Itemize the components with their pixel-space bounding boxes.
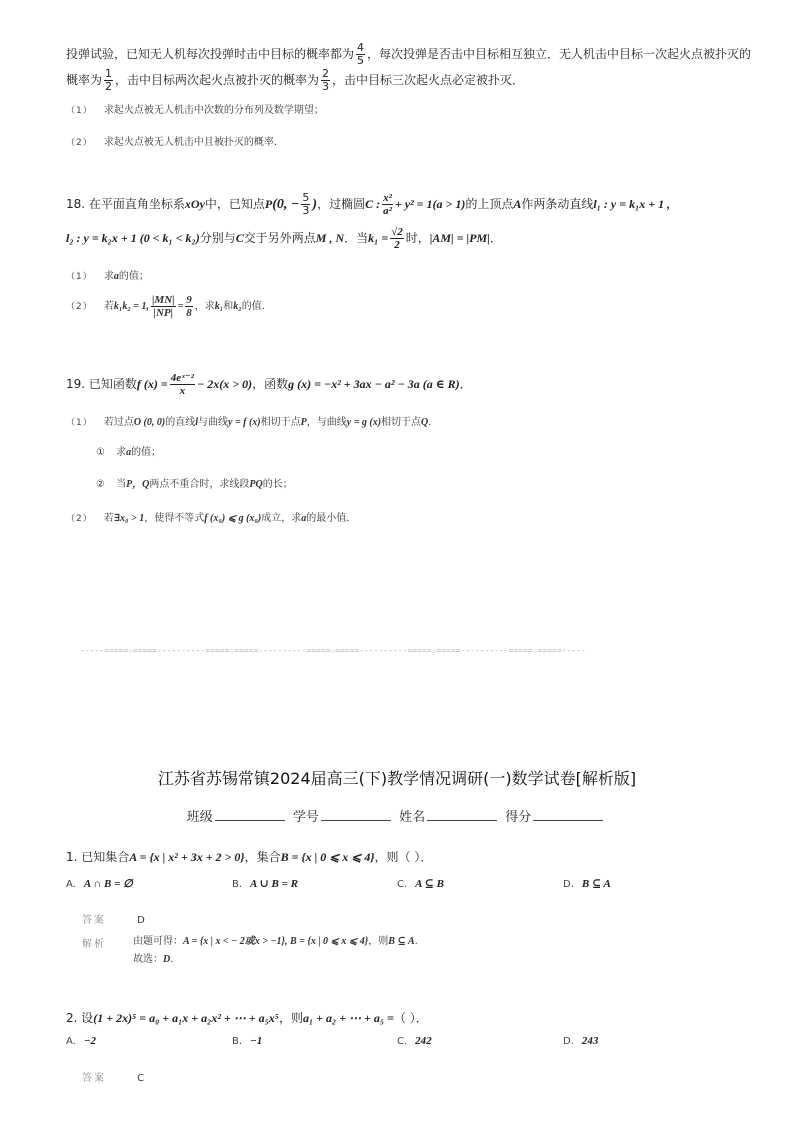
math: P bbox=[264, 197, 273, 211]
sub-text: 求a的值； bbox=[116, 447, 162, 458]
q17-line2 bbox=[66, 68, 524, 93]
document-title: 江苏省苏锡常镇2024届高三(下)教学情况调研(一)数学试卷[解析版] bbox=[157, 769, 637, 788]
q17-fraction: $\frac{4}{5}$ bbox=[357, 41, 365, 67]
q19-text: ，函数 bbox=[252, 377, 289, 391]
math: (1 + 2x)⁵ = a₀ + a₁x + a₂x² + ⋯ + a₅x⁵ bbox=[93, 1011, 279, 1025]
q18-text: 分别与 bbox=[199, 231, 236, 245]
math: C bbox=[235, 231, 244, 245]
sub-text: 当P，Q两点不重合时，求线段PQ的长； bbox=[116, 479, 293, 490]
q1-option-b[interactable]: B. A ∪ B = R bbox=[232, 878, 298, 890]
math: a₁ + a₂ + ⋯ + a₅ = bbox=[302, 1011, 394, 1025]
math: A = {x | x² + 3x + 2 > 0} bbox=[129, 850, 245, 864]
q18-text: ，过椭圆 bbox=[317, 197, 366, 211]
q17-text: ，击中目标两次起火点被扑灭的概率为 bbox=[115, 73, 320, 87]
score-field[interactable] bbox=[533, 808, 603, 821]
math: l₂ : y = k₂x + 1 (0 < k₁ < k₂) bbox=[66, 231, 200, 245]
q2-text: 2. 设 bbox=[66, 1011, 94, 1025]
q18-text: 18. 在平面直角坐标系 bbox=[66, 197, 185, 211]
frac: $\frac{\text{x²}}{\text{a²}}$ bbox=[383, 192, 392, 217]
q2-option-d[interactable]: D. 243 bbox=[563, 1035, 599, 1047]
id-field[interactable] bbox=[321, 808, 391, 821]
student-info-fields bbox=[0, 806, 794, 825]
sub-number: （2） bbox=[66, 138, 93, 148]
frac: $\frac{√2}{2}$ bbox=[391, 226, 403, 251]
frac: $\frac{\text{4eˣ⁻²}}{x}$ bbox=[170, 372, 194, 397]
sub-number: （2） bbox=[66, 302, 93, 312]
math: k₁ = bbox=[368, 231, 389, 245]
math: l₁ : y = k₁x + 1 , bbox=[593, 197, 671, 211]
sub-text: 若k₁k₂ = 1, $\frac{|MN|}{|NP|}$ = $\frac{9}{8}$ ，求k₁和k₂的值． bbox=[103, 294, 272, 319]
math: f (x) = bbox=[136, 377, 168, 391]
q1-explanation bbox=[82, 932, 106, 951]
q1-explanation-line1: 由题可得：A = {x | x < − 2或x > −1}, B = {x | 0 ⩽ x ⩽ 4}，则B ⊆ A. bbox=[133, 936, 418, 947]
q2-option-b[interactable]: B. −1 bbox=[232, 1035, 263, 1047]
math: B = {x | 0 ⩽ x ⩽ 4} bbox=[280, 850, 375, 864]
q18-sub1 bbox=[66, 264, 149, 283]
q17-text: 投弹试验，已知无人机每次投弹时击中目标的概率都为 bbox=[66, 47, 355, 61]
sub-number: （1） bbox=[66, 272, 93, 282]
q18-text: ． bbox=[489, 231, 502, 245]
q1-option-a[interactable]: A. A ∩ B = ∅ bbox=[66, 878, 133, 890]
sub-text: 求起火点被无人机击中次数的分布列及数学期望； bbox=[103, 105, 324, 116]
q1-text: 1. 已知集合 bbox=[66, 850, 130, 864]
math: − 2x(x > 0) bbox=[196, 377, 253, 391]
q19-text: 19. 已知函数 bbox=[66, 377, 137, 391]
q1-text: ，集合 bbox=[244, 850, 281, 864]
q18-line1 bbox=[66, 192, 670, 217]
q17-text: ，击中目标三次起火点必定被扑灭． bbox=[332, 73, 525, 87]
q18-text: 作两条动直线 bbox=[521, 197, 594, 211]
page-divider: -----=====☆=====----------=====☆=====----------=====☆=====----------=====☆=====----------=====☆=====----- bbox=[80, 646, 586, 655]
sub-number: （1） bbox=[66, 418, 93, 428]
q17-sub2 bbox=[66, 130, 284, 149]
q19-line1 bbox=[66, 372, 472, 397]
frac: $\frac{5}{3}$ bbox=[302, 191, 310, 217]
math: g (x) = −x² + 3ax − a² − 3a (a ∈ R) bbox=[288, 377, 460, 391]
q18-text: 的上顶点 bbox=[465, 197, 514, 211]
q2-text: （ ）． bbox=[393, 1011, 428, 1025]
q17-text: ，每次投弹是否击中目标相互独立．无人机击中目标一次起火点被扑灭的 bbox=[367, 47, 752, 61]
math: (0, − bbox=[272, 197, 300, 212]
q1-stem bbox=[66, 848, 432, 866]
answer-value: D bbox=[137, 915, 145, 926]
class-label: 班级 bbox=[186, 810, 213, 825]
q18-sub2 bbox=[66, 294, 272, 319]
q2-stem bbox=[66, 1009, 428, 1027]
math: C : bbox=[365, 197, 381, 211]
sub-text: 若过点O (0, 0)的直线l与曲线y = f (x)相切于点P，与曲线y = g (x)相切于点Q． bbox=[103, 417, 439, 428]
q17-line1 bbox=[66, 42, 751, 67]
q1-option-d[interactable]: D. B ⊆ A bbox=[563, 878, 611, 890]
class-field[interactable] bbox=[215, 808, 285, 821]
math: A bbox=[513, 197, 522, 211]
sub-text: 求起火点被无人机击中且被扑灭的概率． bbox=[103, 137, 284, 148]
q2-option-c[interactable]: C. 242 bbox=[397, 1035, 432, 1047]
math: ) bbox=[312, 197, 318, 212]
answer-label: 答案 bbox=[82, 1073, 106, 1084]
q18-text: 中，已知点 bbox=[204, 197, 265, 211]
q1-explanation-line2: 故选：D. bbox=[133, 954, 174, 965]
q17-text: 概率为 bbox=[66, 73, 103, 87]
q18-text: 交于另外两点 bbox=[243, 231, 316, 245]
math: xOy bbox=[184, 197, 205, 211]
name-field[interactable] bbox=[427, 808, 497, 821]
name-label: 姓名 bbox=[399, 810, 426, 825]
math: M , N bbox=[315, 231, 345, 245]
q1-text: ，则（ ）． bbox=[374, 850, 433, 864]
explanation-label: 解析 bbox=[82, 939, 106, 950]
q17-fraction: $\frac{1}{2}$ bbox=[105, 67, 113, 93]
q2-option-a[interactable]: A. −2 bbox=[66, 1035, 97, 1047]
id-label: 学号 bbox=[292, 810, 319, 825]
q19-sub1-part1 bbox=[96, 440, 161, 459]
q1-option-c[interactable]: C. A ⊆ B bbox=[397, 878, 444, 890]
q18-text: ．当 bbox=[344, 231, 369, 245]
q17-sub1 bbox=[66, 98, 324, 117]
sub-number: （2） bbox=[66, 514, 93, 524]
q19-sub2 bbox=[66, 506, 356, 525]
q19-sub1 bbox=[66, 410, 438, 429]
sub-text: 若∃x₀ > 1，使得不等式f (x₀) ⩽ g (x₀)成立，求a的最小值． bbox=[103, 513, 357, 524]
sub-number: （1） bbox=[66, 106, 93, 116]
answer-value: C bbox=[137, 1073, 145, 1084]
q17-fraction: $\frac{2}{3}$ bbox=[322, 67, 330, 93]
sub-text: 求a的值； bbox=[103, 271, 149, 282]
circled-number: ② bbox=[96, 479, 105, 490]
q19-sub1-part2 bbox=[96, 472, 293, 491]
answer-label: 答案 bbox=[82, 915, 106, 926]
q18-line2 bbox=[66, 226, 502, 251]
math: |AM| = |PM| bbox=[429, 231, 490, 245]
q2-text: ，则 bbox=[278, 1011, 303, 1025]
q18-text: 时， bbox=[405, 231, 430, 245]
math: + y² = 1(a > 1) bbox=[394, 197, 466, 211]
q1-answer bbox=[82, 908, 145, 927]
q2-answer bbox=[82, 1066, 144, 1085]
circled-number: ① bbox=[96, 447, 105, 458]
q19-text: ． bbox=[459, 377, 472, 391]
score-label: 得分 bbox=[505, 810, 532, 825]
